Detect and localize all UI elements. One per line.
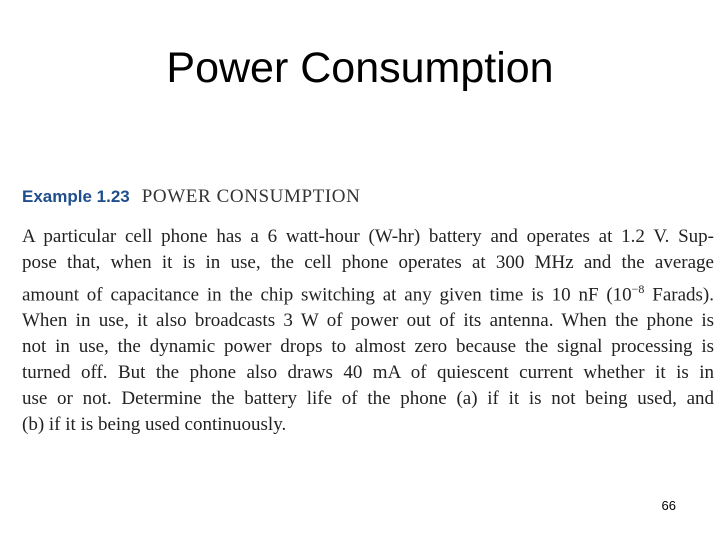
body-line-4: When in use, it also broadcasts 3 W of power out of its antenna. When the phone is [22,310,714,332]
example-header [22,186,360,214]
body-line-3-text: amount of capacitance in the chip switching at any given time is 10 nF (10 [22,284,632,306]
example-title: POWER CONSUMPTION [141,186,361,207]
body-line-7: use or not. Determine the battery life of the phone (a) if it is not being used, and [22,388,714,410]
body-line-3-suffix: Farads). [644,284,714,306]
slide-title: Power Consumption [166,44,554,92]
exponent: −8 [631,282,645,296]
body-line-5: not in use, the dynamic power drops to almost zero because the signal processing is [22,336,714,358]
example-label: Example 1.23 [22,187,130,206]
body-line-1: A particular cell phone has a 6 watt-hour (W-hr) battery and operates at 1.2 V. Sup- [22,226,714,247]
body-line-6: turned off. But the phone also draws 40 mA of quiescent current whether it is in [22,362,714,384]
body-line-8: (b) if it is being used continuously. [22,414,287,436]
body-line-3 [22,276,714,308]
page-number: 66 [661,498,676,513]
body-line-2: pose that, when it is in use, the cell phone operates at 300 MHz and the average [22,252,714,273]
example-body [22,224,714,438]
